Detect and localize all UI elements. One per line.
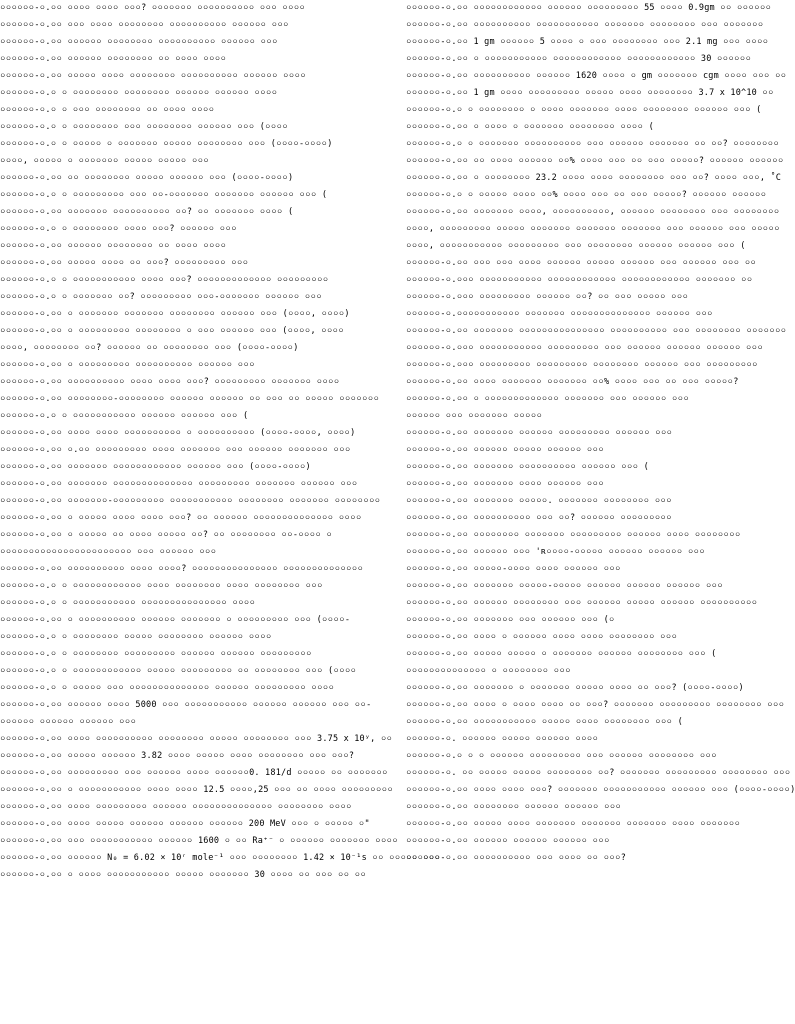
question-line: ০০০০০০-০.০০ ০০০০০০ ০০০০০০০০ ০০০ ০০০০০০ ০০০০০ ০০০০০০ ০০০০০০০০০০ <box>406 598 758 608</box>
question-line: ০০০০, ০০০০০০০০ ০০? ০০০০০০ ০০ ০০০০০০০০ ০০০ (০০০০-০০০০) <box>0 343 299 353</box>
question-line: ০০০০০০-০.০০ ০০০০০০০০০০ ০০০০০০ 1620 ০০০০ ০ gm ০০০০০০০ cgm ০০০০ ০০০ ০০ <box>406 71 787 81</box>
question-line: ০০০০০০-০.০০ ০০০০০০০০০০ ০০০০ ০০০০? ০০০০০০০০০০০০০০০ ০০০০০০০০০০০০০০ <box>0 564 364 574</box>
question-line: ০০০০০০-০.০০ ০০০০০০০ ০০০০০০ ০০০০০০০০০ ০০০০০০ ০০০ <box>406 428 673 438</box>
question-line: ০০০০০০-০.০০ ০০০০ ০০০০০০০০০ ০০০০০০ ০০০০০০০০০০০০০০ ০০০০০০০০ ০০০০ <box>0 802 352 812</box>
question-line: ০০০০০০-০.০০ ০ ০০০০ ০০০০০০০০০০০ ০০০০০ ০০০০০০০ 30 ০০০০ ০০ ০০০ ০০ ০০ <box>0 870 367 880</box>
question-line: ০০০০০০-০.০০ ০০০০০০ ০০০০০০০০ ০০০০০০০০০০ ০০০০০০ ০০০ <box>0 37 278 47</box>
question-line: ০০০০০০-০.০০ ০ ০০০০০০০০০০০০০ ০০০০০০০ ০০০ ০০০০০০ ০০০ <box>406 394 690 404</box>
question-line: ০০০০০০-০.০০ ০০০০০০০০ ০০০০০০০ ০০০০০০০০০ ০০০০০০ ০০০০ ০০০০০০০০ <box>406 530 741 540</box>
question-line: ০০০০০০-০.০ ০ ০০০০০০০০ ০০০০ ০০০? ০০০০০০ ০০০ <box>0 224 237 234</box>
question-line: ০০০০০০-০.০০ ০০০০ ০০০০ ০০০? ০০০০০০০ ০০০০০০০০০০ ০০০ ০০০০ <box>0 3 306 13</box>
question-line: ০০০০০০-০.০০ ০০০০০০০০০০ ০০০ ০০? ০০০০০০ ০০০০০০০০০ <box>406 513 672 523</box>
question-line: ০০০০, ০০০০০০০০০০০ ০০০০০০০০০ ০০০ ০০০০০০০০ ০০০০০০ ০০০০০০ ০০০ ( <box>406 241 746 251</box>
question-line: ০০০০০০-০.০০ ০০০০০০০০০০০ ০০০০০ ০০০০ ০০০০০০০০ ০০০ ( <box>406 717 683 727</box>
question-line: ০০০০০০-০.০০ ০০০০০০ N₀ = 6.02 × 10ʳ mole⁻¹ ০০০ ০০০০০০০০ 1.42 × 10⁻¹s ০০ ০০০০০ ০০০ <box>0 853 441 863</box>
question-line: ০০০০০০-০.০০ ০০০০০০০ ০০০০০০০০০০ ০০০০০০ ০০০ ( <box>406 462 649 472</box>
question-line: ০০০০০০-০.০০ ০০০০০০০ ০০০০০০০০০০ ০০? ০০ ০০০০০০০ ০০০০ ( <box>0 207 294 217</box>
question-line: ০০০০০০-০.০০০০০০০০০০০ ০০০০০০০ ০০০০০০০০০০০০০০ ০০০০০০ ০০০ <box>406 309 713 319</box>
question-line: ০০০০০০-০.০০ ০০০০০-০০০০ ০০০০ ০০০০০০ ০০০ <box>406 564 621 574</box>
question-line: ০০০০০০-০.০০ ০০০০০০ ০০০০০০ ০০০০০০ ০০০ <box>406 836 610 846</box>
question-line: ০০০০০০-০.০০ ০ ০০০০০ ০০ ০০০০ ০০০০০ ০০? ০০ ০০০০০০০০ ০০-০০০০ ০ <box>0 530 333 540</box>
question-line: ০০০০০০-০.০০ 1 gm ০০০০০০ 5 ০০০০ ০ ০০০ ০০০০০০০০ ০০০ 2.1 mg ০০০ ০০০০ <box>406 37 769 47</box>
question-line: ০০০০০০-০.০০ ০০০০০ ০০০০ ০০০০০০০০ ০০০০০০০০০০ ০০০০০০ ০০০০ <box>0 71 306 81</box>
question-line: ০০০০০০-০.০০ ০ ০০০০০০০০০ ০০০০০০০০ ০ ০০০ ০০০০০০ ০০০ (০০০০, ০০০০ <box>0 326 345 336</box>
question-line: ০০০০০০-০.০ ০ ০০০০০ ০০০০ ০০% ০০০০ ০০০ ০০ ০০০ ০০০০০? ০০০০০০ ০০০০০০ <box>406 190 767 200</box>
question-line: ০০০০০০-০.০০০ ০০০০০০০০০০০ ০০০০০০০০০ ০০০ ০০০০০০ ০০০০০০ ০০০০০০ ০০০ <box>406 343 764 353</box>
question-line: ০০০০০০-০.০০ ০ ০০০০০০০০০০ ০০০০০০ ০০০০০০০ ০ ০০০০০০০০০ ০০০ (০০০০- <box>0 615 351 625</box>
question-line: ০০০০০০-০.০০ ০০০০ ০০০০০ ০০০০০০ ০০০০০০ ০০০০০০ 200 MeV ০০০ ০ ০০০০০ ০" <box>0 819 370 829</box>
question-line: ০০০০০০-০.০০ ০০০০০০ ০০০০০০০০ ০০ ০০০০ ০০০০ <box>0 241 227 251</box>
question-line: ০০০০, ০০০০০ ০ ০০০০০০০ ০০০০০ ০০০০০ ০০০ <box>0 156 210 166</box>
question-line: ০০০০০০-০.০০ ০০০০০০০ ০০০০, ০০০০০০০০০০, ০০০০০০ ০০০০০০০০ ০০০ ০০০০০০০০ <box>406 207 780 217</box>
question-line: ০০০০০০-০.০০ ০০০০০০ ০০০০০ ০০০০০০ ০০০ <box>406 445 604 455</box>
question-line: ০০০০০০-০.০ ০ ০০০০০০০০০ ০০০ ০০-০০০০০০০ ০০০০০০০ ০০০০০০ ০০০ ( <box>0 190 328 200</box>
question-line: ০০০০০০-০.০ ০ ০ ০০০০০০ ০০০০০০০০০ ০০০ ০০০০০০ ০০০০০০০০ ০০০ <box>406 751 717 761</box>
question-line: ০০০০০০-০.০০ ০ ০০০০০ ০০০০ ০০০০ ০০০? ০০ ০০০০০০ ০০০০০০০০০০০০০০ ০০০০ <box>0 513 362 523</box>
question-line: ০০০০০০-০.০০ ০ ০০০০০০০০ 23.2 ০০০০ ০০০০ ০০০০০০০০ ০০০ ০০? ০০০০ ০০০, ˚C <box>406 173 782 183</box>
question-line: ০০০০০০-০.০ ০ ০০০০০০০ ০০? ০০০০০০০০০ ০০০-০০০০০০০ ০০০০০০ ০০০ <box>0 292 322 302</box>
question-list-left <box>0 0 441 884</box>
question-line: ০০০০০০-০.০ ০ ০০০০০০০০০০০ ০০০০০০০০০০০০০০০ ০০০০ <box>0 598 256 608</box>
question-line: ০০০০০০-০.০০ ০ ০০০০০০০০০ ০০০০০০০০০০ ০০০০০০ ০০০ <box>0 360 255 370</box>
question-line: ০০০০০০-০.০০ ০০০০০০০ ০০০০০-০০০০০ ০০০০০০ ০০০০০০ ০০০০০০ ০০০ <box>406 581 724 591</box>
question-line: ০০০০০০-০.০০ ০০০০০ ০০০০ ০০ ০০০? ০০০০০০০০০ ০০০ <box>0 258 249 268</box>
question-line: ০০০০০০-০.০০ ০০০০০০ ০০০০০০০০ ০০ ০০০০ ০০০০ <box>0 54 227 64</box>
question-line: ০০০০০০-০.০০ ০০০০ ০ ০০০০০০ ০০০০ ০০০০ ০০০০০০০০ ০০০ <box>406 632 678 642</box>
question-line: ০০০০০০-০.০০ ০০০০ ০০০০ ০০০০০০০০০০ ০ ০০০০০০০০০০ (০০০০-০০০০, ০০০০) <box>0 428 356 438</box>
question-line: ০০০০০০-০.০০ ০ ০০০০০০০০০০০ ০০০০০০০০০০০০ ০০০০০০০০০০০০ 30 ০০০০০০ <box>406 54 752 64</box>
question-line: ০০০০০০-০.০ ০ ০০০ ০০০০০০০০ ০০ ০০০০ ০০০০ <box>0 105 215 115</box>
question-line: ০০০০০০-০.০০ ০০০ ০০০০০০০০০০০ ০০০০০০ 1600 ০ ০০ Ra⁺⁻ ০ ০০০০০০ ০০০০০০০ ০০০০ <box>0 836 398 846</box>
question-line: ০০০০০০-০.০০ ০০০০০০০০০০ ০০০০০০০০০০০ ০০০০০০০ ০০০০০০০০ ০০০ ০০০০০০০ <box>406 20 764 30</box>
question-line: ০০০০০০-০.০ ০ ০০০০০০০০ ০০০০০ ০০০০০০০০ ০০০০০০ ০০০০ <box>0 632 272 642</box>
question-line: ০০০০০০-০.০০ ০০০০০০০ ০০০০০. ০০০০০০০ ০০০০০০০০ ০০০ <box>406 496 672 506</box>
question-line: ০০০০০০-০.০ ০ ০০০০০ ০ ০০০০০০০ ০০০০০ ০০০০০০০০ ০০০ (০০০০-০০০০) <box>0 139 333 149</box>
question-line: ০০০০০০-০.০ ০ ০০০০০ ০০০ ০০০০০০০০০০০০০০ ০০০০০০ ০০০০০০০০০ ০০০০ <box>0 683 335 693</box>
question-line: ০০০০০০-০.০০ ০০০০০০০০০ ০০০ ০০০০০০ ০০০০ ০০০০০০0. 181/d ০০০০০ ০০ ০০০০০০০ <box>0 768 388 778</box>
question-line: ০০০০০০-০.০০ ০০০০০০০০-০০০০০০০০ ০০০০০০ ০০০০০০ ০০ ০০০ ০০ ০০০০০ ০০০০০০০ <box>0 394 380 404</box>
question-line: ০০০০০০-০.০০ ০০ ০০০০০০০০ ০০০০০ ০০০০০০ ০০০ (০০০০-০০০০) <box>0 173 294 183</box>
question-line: ০০০০০০-০.০০ ০০০০০০০০০০০০ ০০০০০০ ০০০০০০০০০ 55 ০০০০ 0.9gm ০০ ০০০০০০ <box>406 3 772 13</box>
question-line: ০০০০০০-০. ০০০০০০ ০০০০০ ০০০০০০ ০০০০ <box>406 734 599 744</box>
question-line: ০০০০০০-০.০ ০ ০০০০০০০০ ০০০ ০০০০০০০০ ০০০০০০ ০০০ (০০০০ <box>0 122 288 132</box>
question-line: ০০০০০০-০.০০ ০০০০০০০০ ০০০০০০ ০০০০০০ ০০০ <box>406 802 622 812</box>
question-line: ০০০০০০-০.০০ ০০০০০ ০০০০ ০০০০০০০ ০০০০০০০ ০০০০০০০ ০০০০ ০০০০০০০ <box>406 819 741 829</box>
question-line: ০০০০০০-০.০০ ০০০০ ০ ০০০০ ০০০০ ০০ ০০০? ০০০০০০০ ০০০০০০০০০ ০০০০০০০০ ০০০ <box>406 700 785 710</box>
question-line: ০০০০০০-০.০০ ০০০ ০০০ ০০০০ ০০০০০০ ০০০০০ ০০০০০০ ০০০ ০০০০০০ ০০০ ০০ <box>406 258 757 268</box>
question-line: ০০০০০০-০.০০ ০০০০০০০ ০০০০০০০০০০০০ ০০০০০০ ০০০ (০০০০-০০০০) <box>0 462 311 472</box>
question-line: ০০০০০০০০০০০০০০০০০০০০০০০ ০০০ ০০০০০০ ০০০ <box>0 547 217 557</box>
question-line: ০০০০০০-০.০০ ০০০০০০০-০০০০০০০০০ ০০০০০০০০০০০ ০০০০০০০০ ০০০০০০০ ০০০০০০০০ <box>0 496 381 506</box>
question-line: ০০০০০০-০.০০ ০০০০০০০ ০০০০০০০০০০০০০০ ০০০০০০০০০ ০০০০০০০ ০০০০০০ ০০০ <box>0 479 358 489</box>
question-line: ০০০০০০-০.০০ ০০০০০০ ০০০ 'ʀ০০০০-০০০০০ ০০০০০০ ০০০০০০ ০০০ <box>406 547 706 557</box>
question-line: ০০০০০০ ০০০০০০ ০০০০০০ ০০০ <box>0 717 137 727</box>
question-line: ০০০০০০-০.০০ ০০০০০০০ ০০০০ ০০০০০০ ০০০ <box>406 479 604 489</box>
question-line: ০০০০০০-০.০০ ০০০০০ ০০০০০ ০ ০০০০০০০ ০০০০০০ ০০০০০০০০ ০০০ ( <box>406 649 717 659</box>
question-line: ০০০০০০-০.০ ০ ০০০০০০০০০০০০ ০০০০০ ০০০০০০০০০ ০০ ০০০০০০০০ ০০০ (০০০০ <box>0 666 357 676</box>
question-line: ০০০০০০-০.০০ ০০০০০ ০০০০০০ 3.82 ০০০০ ০০০০০ ০০০০ ০০০০০০০০ ০০০ ০০০? <box>0 751 355 761</box>
question-line: ০০০০০০-০.০০০ ০০০০০০০০০ ০০০০০০ ০০? ০০ ০০০ ০০০০০ ০০০ <box>406 292 689 302</box>
question-line: ০০০০০০-০.০০ ০০০০ ০০০০ ০০০? ০০০০০০০ ০০০০০০০০০০০ ০০০০০০ ০০০ (০০০০-০০০০) <box>406 785 795 795</box>
question-line: ০০০০০০০০০০০০০০ ০ ০০০০০০০০ ০০০ <box>406 666 571 676</box>
question-line: ০০০০০০-০.০ ০ ০০০০০০০ ০০০০০০০০০০ ০০০ ০০০০০০ ০০০০০০০ ০০ ০০? ০০০০০০০০ <box>406 139 780 149</box>
question-line: ০০০০০০-০.০ ০ ০০০০০০০০০০০ ০০০০ ০০০? ০০০০০০০০০০০০০ ০০০০০০০০০ <box>0 275 329 285</box>
question-line: ০০০০০০-০.০০ ০০০০০০০ ০ ০০০০০০০ ০০০০০ ০০০০ ০০ ০০০? (০০০০-০০০০) <box>406 683 744 693</box>
question-line: ০০০০০০-০.০০ ০.০০ ০০০০০০০০০ ০০০০ ০০০০০০০ ০০০ ০০০০০০ ০০০০০০০ ০০০ <box>0 445 351 455</box>
question-line: ০০০০, ০০০০০০০০০ ০০০০০ ০০০০০০০ ০০০০০০০ ০০০০০০০ ০০০ ০০০০০০ ০০০ ০০০০০ <box>406 224 780 234</box>
question-line: ০০০০০০-০.০০ ০০০০ ০০০০০০০০০০ ০০০০০০০০ ০০০০০ ০০০০০০০০ ০০০ 3.75 x 10ʸ, ০০ <box>0 734 393 744</box>
question-line: ০০০০০০-০.০ ০ ০০০০০০০০ ০ ০০০০ ০০০০০০০ ০০০০ ০০০০০০০০ ০০০০০০ ০০০ ( <box>406 105 762 115</box>
question-line: ০০০০০০-০.০ ০ ০০০০০০০০ ০০০০০০০০ ০০০০০০ ০০০০০০ ০০০০ <box>0 88 278 98</box>
question-line: ০০০০০০-০.০০০ ০০০০০০০০০০০ ০০০০০০০০০০০০ ০০০০০০০০০০০০ ০০০০০০০ ০০ <box>406 275 753 285</box>
question-line: ০০০০০০-০.০০ ০ ০০০০০০০০০০০ ০০০০ ০০০০ 12.5 ০০০০,25 ০০০ ০০ ০০০০ ০০০০০০০০০ <box>0 785 394 795</box>
question-line: ০০০০০০ ০০০ ০০০০০০০ ০০০০০ <box>406 411 543 421</box>
question-list-right <box>406 0 795 867</box>
question-line: ০০০০০০-০. ০০ ০০০০০ ০০০০০ ০০০০০০০০ ০০? ০০০০০০০ ০০০০০০০০০ ০০০০০০০০ ০০০ <box>406 768 791 778</box>
question-line: ০০০০০০-০.০০ ০০০০০০০০০০ ০০০০ ০০০০ ০০০? ০০০০০০০০০ ০০০০০০০ ০০০০ <box>0 377 340 387</box>
question-line: ০০০০০০-০.০০ ০০০০০০০০০০ ০০০ ০০০০ ০০ ০০০? <box>406 853 627 863</box>
question-line: ০০০০০০-০.০০০ ০০০০০০০০০ ০০০০০০০০০ ০০০০০০০০ ০০০০০০ ০০০ ০০০০০০০০০ <box>406 360 758 370</box>
question-line: ০০০০০০-০.০০ ০০০০০০০ ০০০০০০০০০০০০০০০ ০০০০০০০০০০ ০০০ ০০০০০০০০ ০০০০০০০ <box>406 326 787 336</box>
question-line: ০০০০০০-০.০০ ০০০০০০ ০০০০ 5000 ০০০ ০০০০০০০০০০০ ০০০০০০ ০০০০০০ ০০০ ০০- <box>0 700 372 710</box>
question-line: ০০০০০০-০.০০ ০ ০০০০ ০ ০০০০০০০ ০০০০০০০০ ০০০০ ( <box>406 122 654 132</box>
question-line: ০০০০০০-০.০০ ০০০ ০০০০ ০০০০০০০০ ০০০০০০০০০০ ০০০০০০ ০০০ <box>0 20 289 30</box>
question-line: ০০০০০০-০.০ ০ ০০০০০০০০ ০০০০০০০০০ ০০০০০০ ০০০০০০ ০০০০০০০০০ <box>0 649 312 659</box>
question-line: ০০০০০০-০.০০ ০০ ০০০০ ০০০০০০ ০০% ০০০০ ০০০ ০০ ০০০ ০০০০০? ০০০০০০ ০০০০০০ <box>406 156 784 166</box>
question-line: ০০০০০০-০.০০ 1 gm ০০০০ ০০০০০০০০০ ০০০০০ ০০০০ ০০০০০০০০ 3.7 x 10^10 ০০ <box>406 88 774 98</box>
question-line: ০০০০০০-০.০০ ০০০০০০০ ০০০ ০০০০০০ ০০০ (০ <box>406 615 615 625</box>
question-line: ০০০০০০-০.০ ০ ০০০০০০০০০০০ ০০০০০০ ০০০০০০ ০০০ ( <box>0 411 249 421</box>
question-line: ০০০০০০-০.০ ০ ০০০০০০০০০০০০ ০০০০ ০০০০০০০০ ০০০০ ০০০০০০০০ ০০০ <box>0 581 323 591</box>
question-line: ০০০০০০-০.০০ ০০০০ ০০০০০০০ ০০০০০০০ ০০% ০০০০ ০০০ ০০ ০০০ ০০০০০? <box>406 377 739 387</box>
question-line: ০০০০০০-০.০০ ০ ০০০০০০০ ০০০০০০০ ০০০০০০০০ ০০০০০০ ০০০ (০০০০, ০০০০) <box>0 309 350 319</box>
